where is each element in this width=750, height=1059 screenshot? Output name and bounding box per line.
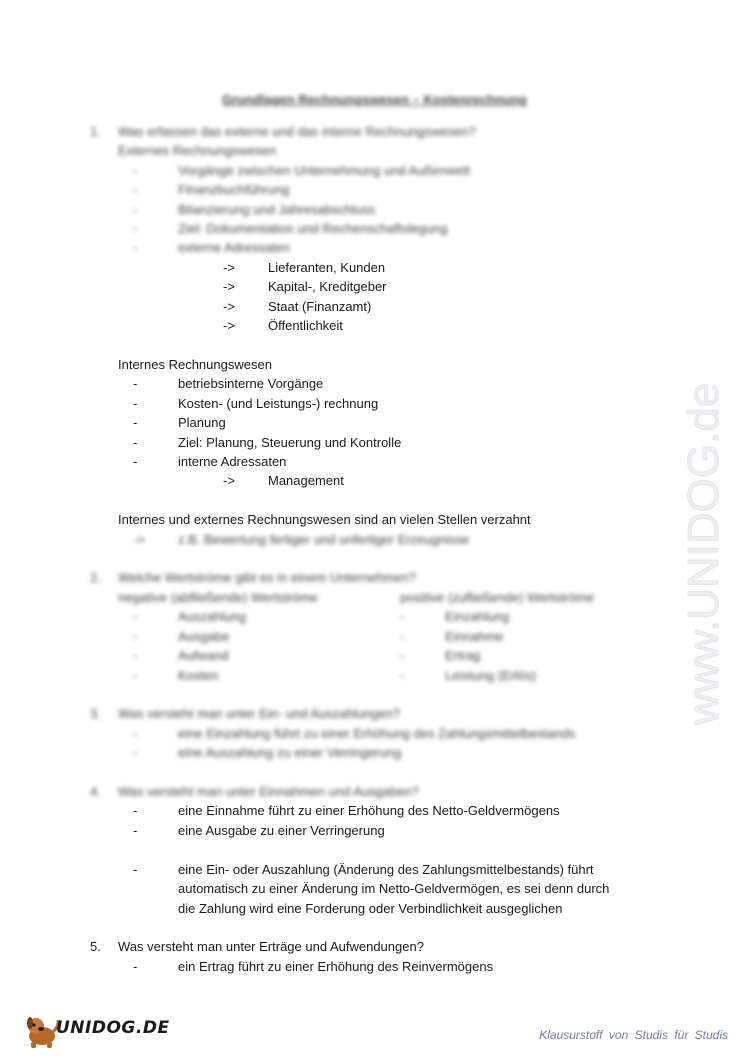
linked-statement: Internes und externes Rechnungswesen sind an vielen Stellen verzahnt <box>118 512 531 527</box>
external-heading: Externes Rechnungswesen <box>118 143 277 158</box>
watermark <box>663 280 743 730</box>
negative-flows-heading: negative (abfließende) Wertströme <box>118 590 318 605</box>
note-continuation: automatisch zu einer Änderung im Netto-Geldvermögen, es sei denn durch <box>178 881 610 896</box>
positive-flows-heading: positive (zufließende) Wertströme <box>400 590 595 605</box>
internal-heading: Internes Rechnungswesen <box>118 357 272 372</box>
note-continuation: die Zahlung wird eine Forderung oder Verbindlichkeit ausgeglichen <box>178 901 563 916</box>
watermark-text: www.UNIDOG.de <box>679 382 728 725</box>
logo-text: UNIDOG.DE <box>56 1018 170 1038</box>
document-page: Grundlagen Rechnungswesen – Kostenrechnung 1. Was erfassen das externe und das interne Rechnungswesen? Externes Rechnungswesen - Vorgänge zwischen Unternehmung und Außenwelt - Finanzbuchführung - Bilanzierung und Jahresabschluss - Ziel: Dokumentation und Rechenschaftslegung - externe Adressaten -> Lieferanten, Kunden -> Kapital-, Kreditgeber -> Staat (Finanzamt) -> Öffentlichkeit Internes Rechnungswesen - betriebsinterne Vorgänge - Kosten- (und Leistungs-) rechnung - Planung - Ziel: Planung, Steuerung und Kontrolle - interne Adressaten -> Management Internes und externes Rechnungswesen sind an vielen Stellen verzahnt -> z.B. Bewertung fertiger und unfertiger Erzeugnisse 2. Welche Wertströme gibt es in einem Unternehmen? negative (abfließende) Wertströme positive (zufließende) Wertströme - Auszahlung - Einzahlung - Ausgabe - Einnahme - Aufwand - Ertrag - Kosten - Leistung (Erlös) 3. Was versteht man unter Ein- und Auszahlungen? - eine Einzahlung führt zu einer Erhöhung des Zahlungsmittelbestands - eine Auszahlung zu einer Verringerung 4. Was versteht man unter Einnahmen und Ausgaben? - eine Einnahme führt zu einer Erhöhung des Netto-Geldvermögens - eine Ausgabe zu einer Verringerung - eine Ein- oder Auszahlung (Änderung des Zahlungsmittelbestands) führt automatisch zu einer Änderung im Netto-Geldvermögen, es sei denn durch die Zahlung wird eine Forderung oder Verbindlichkeit ausgeglichen 5. Was versteht man unter Erträge und Aufwendungen? - ein Ertrag führt zu einer Erhöhung des Reinvermögens www.UNIDOG.de UNIDOG.DE Klausurstoff von Studis für Studis <box>0 0 750 1059</box>
document-title: Grundlagen Rechnungswesen – Kostenrechnung <box>222 92 527 107</box>
footer-slogan: Klausurstoff von Studis für Studis <box>539 1028 728 1042</box>
